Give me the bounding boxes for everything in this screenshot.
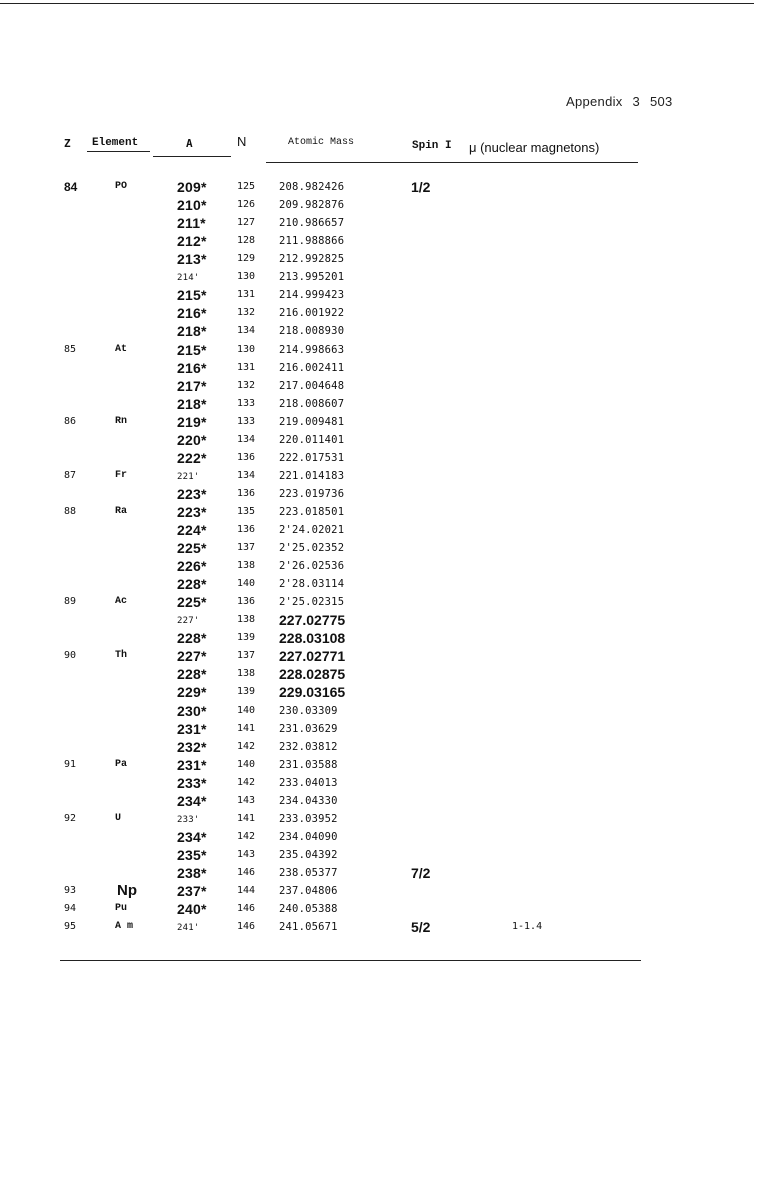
cell-atomic-mass: 229.03165	[279, 684, 346, 701]
table-row	[0, 304, 700, 322]
cell-mass-number: 213*	[177, 251, 207, 268]
cell-z: 92	[64, 812, 77, 824]
header-atomic-mass: Atomic Mass	[288, 137, 355, 148]
cell-neutrons: 127	[237, 217, 256, 229]
cell-neutrons: 142	[237, 830, 256, 842]
cell-mass-number: 233*	[177, 774, 207, 791]
cell-z: 84	[64, 180, 78, 194]
cell-neutrons: 142	[237, 740, 256, 752]
cell-atomic-mass: 228.02875	[279, 666, 346, 683]
cell-atomic-mass: 214.998663	[279, 343, 345, 356]
cell-z: 93	[64, 885, 77, 896]
page-number: 503	[649, 94, 673, 109]
cell-mass-number: 237*	[177, 883, 207, 899]
cell-mass-number: 216*	[177, 305, 207, 322]
header-a: A	[186, 137, 193, 150]
cell-z: 89	[64, 596, 77, 608]
running-head	[566, 94, 673, 109]
header-underline-mass	[266, 162, 638, 163]
cell-element: A m	[115, 921, 134, 933]
cell-mass-number: 223*	[177, 485, 207, 502]
cell-neutrons: 137	[237, 650, 256, 662]
cell-mass-number: 220*	[177, 431, 207, 448]
cell-atomic-mass: 218.008607	[279, 397, 345, 410]
cell-neutrons: 137	[237, 542, 256, 553]
cell-neutrons: 136	[237, 524, 256, 535]
cell-neutrons: 132	[237, 307, 256, 319]
table-row	[0, 738, 700, 756]
table-row	[0, 702, 700, 720]
cell-neutrons: 129	[237, 253, 256, 265]
cell-atomic-mass: 241.05671	[279, 921, 338, 934]
cell-atomic-mass: 227.02771	[279, 648, 346, 665]
table-row	[0, 629, 700, 647]
cell-neutrons: 136	[237, 596, 256, 608]
cell-neutrons: 138	[237, 560, 256, 571]
cell-atomic-mass: 231.03588	[279, 758, 338, 771]
cell-neutrons: 131	[237, 361, 256, 373]
top-rule	[0, 3, 754, 4]
table-row	[0, 431, 700, 449]
cell-neutrons: 138	[237, 614, 256, 626]
table-row	[0, 286, 700, 304]
cell-mass-number: 209*	[177, 179, 207, 195]
header-element: Element	[92, 137, 139, 149]
cell-mass-number: 212*	[177, 233, 207, 250]
cell-atomic-mass: 209.982876	[279, 199, 345, 212]
cell-neutrons: 125	[237, 181, 256, 192]
cell-atomic-mass: 221.014183	[279, 469, 345, 482]
table-row	[0, 449, 700, 467]
cell-atomic-mass: 237.04806	[279, 885, 338, 897]
table-row	[0, 900, 700, 918]
cell-z: 86	[64, 415, 77, 427]
table-row	[0, 178, 700, 196]
cell-neutrons: 144	[237, 885, 256, 896]
header-n: N	[237, 134, 247, 149]
table-row	[0, 575, 700, 593]
cell-mass-number: 227'	[177, 616, 200, 627]
cell-neutrons: 132	[237, 379, 256, 391]
cell-atomic-mass: 211.988866	[279, 235, 345, 248]
cell-mass-number: 215*	[177, 287, 207, 304]
cell-neutrons: 126	[237, 199, 256, 211]
cell-element: Ra	[115, 505, 128, 517]
table-row	[0, 918, 700, 936]
table-row	[0, 864, 700, 882]
cell-atomic-mass: 232.03812	[279, 740, 338, 753]
cell-neutrons: 134	[237, 325, 256, 337]
cell-atomic-mass: 227.02775	[279, 612, 346, 629]
running-head-number: 3	[632, 94, 641, 109]
table-row	[0, 683, 700, 701]
cell-mass-number: 225*	[177, 540, 207, 556]
cell-neutrons: 141	[237, 812, 256, 824]
cell-neutrons: 141	[237, 722, 256, 734]
cell-neutrons: 143	[237, 848, 256, 860]
cell-mass-number: 223*	[177, 503, 207, 520]
cell-mass-number: 219*	[177, 413, 207, 430]
cell-mass-number: 233'	[177, 814, 200, 825]
header-magnetic-moment: μ (nuclear magnetons)	[469, 140, 600, 155]
cell-atomic-mass: 212.992825	[279, 253, 345, 266]
cell-mass-number: 215*	[177, 341, 207, 358]
cell-mass-number: 228*	[177, 576, 207, 593]
cell-atomic-mass: 218.008930	[279, 325, 345, 338]
cell-mass-number: 226*	[177, 558, 207, 574]
cell-mass-number: 232*	[177, 738, 207, 755]
cell-neutrons: 140	[237, 578, 256, 590]
cell-neutrons: 146	[237, 921, 256, 933]
cell-z: 88	[64, 505, 77, 517]
cell-element: Fr	[115, 469, 128, 481]
cell-mass-number: 218*	[177, 323, 207, 340]
cell-neutrons: 130	[237, 271, 256, 283]
cell-neutrons: 130	[237, 343, 256, 355]
table-row	[0, 882, 700, 900]
table-row	[0, 792, 700, 810]
cell-mass-number: 210*	[177, 197, 207, 214]
cell-mass-number: 231*	[177, 720, 207, 737]
cell-z: 85	[64, 343, 77, 355]
cell-mass-number: 231*	[177, 756, 207, 773]
cell-mass-number: 225*	[177, 594, 207, 611]
table-row	[0, 611, 700, 629]
table-row	[0, 322, 700, 340]
table-row	[0, 232, 700, 250]
cell-mass-number: 228*	[177, 666, 207, 683]
header-z: Z	[64, 137, 71, 150]
cell-spin: 1/2	[411, 179, 431, 195]
cell-atomic-mass: 230.03309	[279, 704, 338, 717]
cell-element: Th	[115, 650, 128, 662]
cell-mass-number: 228*	[177, 630, 207, 647]
cell-mass-number: 224*	[177, 522, 207, 538]
cell-spin: 7/2	[411, 864, 431, 881]
cell-atomic-mass: 213.995201	[279, 271, 345, 284]
table-row	[0, 557, 700, 575]
cell-neutrons: 131	[237, 289, 256, 301]
running-head-section: Appendix	[566, 94, 623, 109]
table-row	[0, 503, 700, 521]
cell-neutrons: 136	[237, 451, 256, 463]
cell-mass-number: 218*	[177, 395, 207, 412]
cell-atomic-mass: 234.04090	[279, 830, 338, 843]
table-row	[0, 467, 700, 485]
cell-atomic-mass: 234.04330	[279, 794, 338, 807]
table-row	[0, 359, 700, 377]
cell-neutrons: 138	[237, 668, 256, 680]
table-row	[0, 485, 700, 503]
cell-atomic-mass: 210.986657	[279, 217, 345, 230]
cell-atomic-mass: 2'26.02536	[279, 560, 345, 572]
cell-atomic-mass: 2'28.03114	[279, 578, 345, 591]
table-row	[0, 539, 700, 557]
cell-mass-number: 221'	[177, 471, 200, 482]
cell-neutrons: 139	[237, 632, 256, 644]
cell-neutrons: 146	[237, 866, 256, 878]
table-row	[0, 521, 700, 539]
cell-atomic-mass: 208.982426	[279, 181, 345, 193]
table-row	[0, 214, 700, 232]
cell-mass-number: 229*	[177, 684, 207, 701]
cell-atomic-mass: 240.05388	[279, 903, 338, 915]
cell-neutrons: 128	[237, 235, 256, 247]
cell-z: 91	[64, 758, 77, 770]
table-row	[0, 810, 700, 828]
cell-atomic-mass: 233.04013	[279, 776, 338, 789]
cell-atomic-mass: 2'25.02352	[279, 542, 345, 554]
cell-neutrons: 134	[237, 469, 256, 481]
cell-mass-number: 234*	[177, 828, 207, 845]
cell-mass-number: 216*	[177, 359, 207, 376]
table-row	[0, 756, 700, 774]
table-row	[0, 647, 700, 665]
cell-atomic-mass: 223.018501	[279, 505, 345, 518]
cell-mass-number: 240*	[177, 901, 207, 917]
cell-element: U	[115, 812, 122, 824]
header-underline-element	[87, 151, 150, 152]
cell-neutrons: 136	[237, 487, 256, 499]
cell-atomic-mass: 217.004648	[279, 379, 345, 392]
cell-atomic-mass: 2'25.02315	[279, 596, 345, 609]
table-row	[0, 593, 700, 611]
cell-neutrons: 143	[237, 794, 256, 806]
table-row	[0, 720, 700, 738]
cell-atomic-mass: 2'24.02021	[279, 524, 345, 536]
cell-neutrons: 135	[237, 505, 256, 517]
cell-neutrons: 140	[237, 758, 256, 770]
cell-neutrons: 133	[237, 397, 256, 409]
cell-element: Ac	[115, 596, 128, 608]
cell-neutrons: 134	[237, 433, 256, 445]
cell-atomic-mass: 220.011401	[279, 433, 345, 446]
cell-neutrons: 140	[237, 704, 256, 716]
cell-atomic-mass: 238.05377	[279, 866, 338, 879]
cell-element: At	[115, 343, 128, 355]
table-row	[0, 341, 700, 359]
cell-mass-number: 227*	[177, 648, 207, 665]
table-row	[0, 196, 700, 214]
table-row	[0, 377, 700, 395]
table-row	[0, 395, 700, 413]
cell-element: Rn	[115, 415, 128, 427]
table-row	[0, 828, 700, 846]
cell-mass-number: 230*	[177, 702, 207, 719]
cell-magnetic-moment: 1-1.4	[512, 921, 543, 933]
table-row	[0, 268, 700, 286]
cell-neutrons: 133	[237, 415, 256, 427]
table-row	[0, 665, 700, 683]
cell-atomic-mass: 222.017531	[279, 451, 345, 464]
header-spin: Spin I	[412, 140, 452, 152]
cell-z: 90	[64, 650, 77, 662]
cell-atomic-mass: 235.04392	[279, 848, 338, 861]
cell-atomic-mass: 233.03952	[279, 812, 338, 825]
cell-spin: 5/2	[411, 919, 431, 936]
cell-mass-number: 211*	[177, 215, 206, 232]
cell-z: 87	[64, 469, 77, 481]
cell-mass-number: 214'	[177, 273, 200, 284]
cell-mass-number: 234*	[177, 792, 207, 809]
table-row	[0, 774, 700, 792]
table-row	[0, 413, 700, 431]
cell-mass-number: 235*	[177, 846, 207, 863]
cell-z: 95	[64, 921, 77, 933]
cell-element: PO	[115, 181, 128, 192]
cell-mass-number: 241'	[177, 923, 200, 934]
cell-atomic-mass: 228.03108	[279, 630, 346, 647]
cell-atomic-mass: 219.009481	[279, 415, 345, 428]
table-row	[0, 250, 700, 268]
cell-atomic-mass: 231.03629	[279, 722, 338, 735]
cell-mass-number: 222*	[177, 449, 207, 466]
bottom-rule	[60, 960, 641, 961]
cell-mass-number: 238*	[177, 864, 207, 881]
cell-element: Pa	[115, 758, 128, 770]
cell-neutrons: 146	[237, 903, 256, 914]
cell-element: Np	[117, 882, 137, 899]
cell-z: 94	[64, 903, 77, 914]
cell-atomic-mass: 214.999423	[279, 289, 345, 302]
table-row	[0, 846, 700, 864]
cell-mass-number: 217*	[177, 377, 207, 394]
cell-atomic-mass: 216.001922	[279, 307, 345, 320]
header-underline-a	[153, 156, 231, 157]
cell-atomic-mass: 223.019736	[279, 487, 345, 500]
cell-atomic-mass: 216.002411	[279, 361, 345, 374]
cell-element: Pu	[115, 903, 128, 914]
cell-neutrons: 142	[237, 776, 256, 788]
cell-neutrons: 139	[237, 686, 256, 698]
